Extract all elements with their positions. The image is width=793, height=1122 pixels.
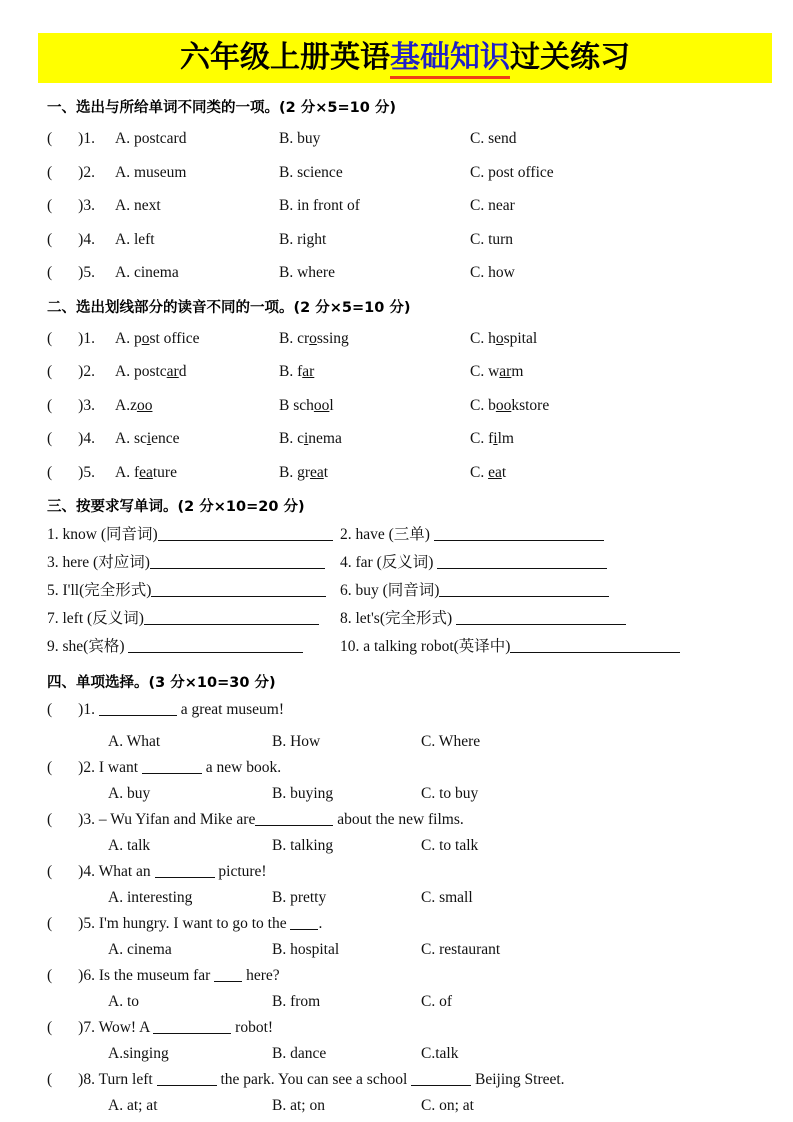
fill-prompt: 2. have (三单) xyxy=(340,526,434,543)
option-c[interactable] xyxy=(470,322,537,356)
option-c[interactable] xyxy=(470,422,514,456)
option-c[interactable] xyxy=(470,355,523,389)
underlined-phoneme: oo xyxy=(136,396,153,414)
option-a[interactable]: A. at; at xyxy=(108,1097,158,1114)
option-a[interactable]: A. to xyxy=(108,993,139,1010)
option-a[interactable] xyxy=(115,355,186,389)
option-text: t xyxy=(323,463,329,481)
question-number: 4. xyxy=(83,863,95,880)
stem-text: – Wu Yifan and Mike are xyxy=(94,811,256,828)
option-b[interactable]: B. in front of xyxy=(279,197,360,214)
option-b[interactable]: B. buy xyxy=(279,130,321,147)
stem-text: about the new films. xyxy=(333,811,464,828)
answer-blank[interactable] xyxy=(155,863,215,878)
fill-row xyxy=(0,633,793,661)
section-heading-1: 一、选出与所给单词不同类的一项。(2 分×5=10 分) xyxy=(47,100,397,116)
answer-blank[interactable] xyxy=(151,582,326,597)
underlined-phoneme: o xyxy=(141,329,150,347)
option-a[interactable] xyxy=(115,389,152,423)
option-b[interactable]: B. dance xyxy=(272,1045,327,1062)
section-heading-2: 二、选出划线部分的读音不同的一项。(2 分×5=10 分) xyxy=(47,299,411,316)
fill-prompt: 6. buy (同音词) xyxy=(340,582,440,599)
option-c[interactable]: C. to buy xyxy=(421,785,479,802)
answer-blank[interactable] xyxy=(142,759,202,774)
option-a[interactable]: A.singing xyxy=(108,1045,169,1062)
stem-text: robot! xyxy=(231,1019,274,1036)
option-text: B sch xyxy=(279,396,314,414)
option-c[interactable]: C. on; at xyxy=(421,1097,474,1114)
question-number: 2. xyxy=(83,363,95,380)
option-text: A.z xyxy=(115,396,137,414)
option-b[interactable]: B. buying xyxy=(272,785,334,802)
fill-prompt: 9. she(宾格) xyxy=(47,638,129,655)
title-banner xyxy=(38,33,772,83)
fill-prompt: 5. I'll(完全形式) xyxy=(47,582,152,599)
question-stem xyxy=(0,755,793,781)
answer-parenthesis[interactable]: ( )6. Is the museum far here? xyxy=(47,967,280,984)
stem-text: here? xyxy=(242,967,280,984)
section-heading-3: 三、按要求写单词。(2 分×10=20 分) xyxy=(47,499,305,515)
question-stem xyxy=(0,807,793,833)
answer-parenthesis[interactable]: ( )4. xyxy=(47,230,95,248)
option-a[interactable]: A. buy xyxy=(108,785,151,802)
option-b[interactable] xyxy=(279,422,342,456)
option-text: A. p xyxy=(115,329,142,347)
option-a[interactable]: A. next xyxy=(115,197,161,214)
option-a[interactable]: A. left xyxy=(115,230,155,248)
answer-parenthesis[interactable]: ( )5. xyxy=(47,463,95,481)
option-a[interactable]: A. talk xyxy=(108,837,151,854)
option-text: m xyxy=(511,363,524,380)
fill-prompt: 7. left (反义词) xyxy=(47,610,144,627)
option-text: d xyxy=(178,363,187,380)
answer-blank[interactable] xyxy=(144,610,319,625)
underlined-phoneme: ea xyxy=(310,463,324,481)
fill-right-item xyxy=(340,577,609,605)
fill-prompt: 8. let's(完全形式) xyxy=(340,610,457,627)
question-number: 1. xyxy=(83,130,95,147)
option-text: B. cr xyxy=(279,329,310,347)
option-text: ence xyxy=(151,430,180,447)
option-c[interactable] xyxy=(470,456,506,490)
option-b[interactable]: B. pretty xyxy=(272,889,327,906)
option-c[interactable]: C. restaurant xyxy=(421,941,501,958)
answer-blank[interactable] xyxy=(411,1071,471,1086)
option-row xyxy=(0,1093,793,1119)
answer-blank[interactable] xyxy=(158,526,333,541)
fill-prompt: 3. here (对应词) xyxy=(47,554,150,571)
answer-blank[interactable] xyxy=(214,967,242,982)
question-number: 3. xyxy=(83,396,95,414)
fill-right-item xyxy=(340,521,604,549)
option-text: ssing xyxy=(316,329,349,347)
option-c[interactable]: C. to talk xyxy=(421,837,479,854)
option-c[interactable]: C. post office xyxy=(470,163,554,181)
option-text: C. w xyxy=(470,363,500,380)
stem-text: Beijing Street. xyxy=(471,1071,565,1088)
answer-parenthesis[interactable]: ( )3. xyxy=(47,197,95,214)
answer-parenthesis[interactable]: ( )7. Wow! A robot! xyxy=(47,1019,274,1036)
question-row xyxy=(0,223,793,257)
question-stem xyxy=(0,697,793,723)
option-text: t xyxy=(501,463,507,481)
question-number: 5. xyxy=(83,463,95,481)
underlined-phoneme: oo xyxy=(313,396,330,414)
stem-text: Turn left xyxy=(94,1071,157,1088)
answer-parenthesis[interactable]: ( )4. What an picture! xyxy=(47,863,267,880)
question-number: 2. xyxy=(83,759,95,776)
option-text: st office xyxy=(149,329,200,347)
underlined-phoneme: i xyxy=(493,430,498,447)
fill-left-item xyxy=(47,605,319,633)
underlined-phoneme: ar xyxy=(499,363,512,380)
option-a[interactable] xyxy=(115,422,180,456)
title-segment-black-2: 过关练习 xyxy=(510,40,630,75)
option-text: ture xyxy=(152,463,177,481)
option-c[interactable]: C. Where xyxy=(421,733,481,750)
question-number: 8. xyxy=(83,1071,95,1088)
answer-blank[interactable] xyxy=(150,554,325,569)
option-c[interactable]: C.talk xyxy=(421,1045,459,1062)
option-c[interactable] xyxy=(470,389,549,423)
option-text: B. c xyxy=(279,430,304,447)
answer-parenthesis[interactable]: ( )5. xyxy=(47,264,95,281)
option-b[interactable]: B. at; on xyxy=(272,1097,325,1114)
option-b[interactable]: B. right xyxy=(279,230,327,248)
question-number: 4. xyxy=(83,430,95,447)
fill-left-item xyxy=(47,549,325,577)
option-text: nema xyxy=(308,430,342,447)
option-text: l xyxy=(329,396,334,414)
answer-blank[interactable] xyxy=(510,638,680,653)
answer-blank[interactable] xyxy=(290,915,318,930)
fill-row xyxy=(0,521,793,549)
fill-prompt: 4. far (反义词) xyxy=(340,554,438,571)
stem-text: I'm hungry. I want to go to the xyxy=(94,915,291,932)
question-row xyxy=(0,189,793,223)
answer-blank[interactable] xyxy=(153,1019,231,1034)
spacer xyxy=(0,661,793,671)
option-row xyxy=(0,1041,793,1067)
underlined-phoneme: ar xyxy=(302,363,315,380)
worksheet-content xyxy=(0,96,793,1119)
option-text: A. f xyxy=(115,463,140,481)
option-row xyxy=(0,937,793,963)
option-a[interactable]: A. cinema xyxy=(115,264,179,281)
underlined-phoneme: ea xyxy=(488,463,502,481)
answer-blank[interactable] xyxy=(437,554,607,569)
option-b[interactable] xyxy=(279,389,334,423)
option-c[interactable]: C. of xyxy=(421,993,452,1010)
stem-text: a new book. xyxy=(201,759,282,776)
option-b[interactable]: B. science xyxy=(279,163,343,181)
option-text: lm xyxy=(497,430,514,447)
section-heading-4: 四、单项选择。(3 分×10=30 分) xyxy=(47,675,276,691)
answer-parenthesis[interactable]: ( )2. xyxy=(47,163,95,181)
option-a[interactable]: A. postcard xyxy=(115,130,187,147)
answer-parenthesis[interactable]: ( )1. xyxy=(47,130,95,147)
question-row xyxy=(0,122,793,156)
question-row xyxy=(0,456,793,490)
answer-blank[interactable] xyxy=(255,811,333,826)
title-segment-blue: 基础知识 xyxy=(390,40,510,79)
option-text: C. b xyxy=(470,396,496,414)
fill-left-item xyxy=(47,521,333,549)
answer-parenthesis[interactable]: ( )3. – Wu Yifan and Mike are about the new films. xyxy=(47,811,464,828)
answer-parenthesis[interactable]: ( )4. xyxy=(47,430,95,447)
answer-blank[interactable] xyxy=(456,610,626,625)
fill-left-item xyxy=(47,577,326,605)
fill-prompt: 10. a talking robot(英译中) xyxy=(340,638,511,655)
question-row xyxy=(0,355,793,389)
question-stem xyxy=(0,1015,793,1041)
option-text: kstore xyxy=(511,396,550,414)
answer-blank[interactable] xyxy=(99,701,177,716)
answer-parenthesis[interactable]: ( )3. xyxy=(47,396,95,414)
question-row xyxy=(0,156,793,190)
option-row xyxy=(0,781,793,807)
question-number: 6. xyxy=(83,967,95,984)
question-number: 4. xyxy=(83,230,95,248)
fill-row xyxy=(0,577,793,605)
option-row xyxy=(0,833,793,859)
stem-text: Is the museum far xyxy=(94,967,215,984)
fill-right-item xyxy=(340,633,680,661)
question-row xyxy=(0,256,793,290)
title-segment-black-1: 六年级上册英语 xyxy=(180,40,390,75)
answer-blank[interactable] xyxy=(128,638,303,653)
question-number: 2. xyxy=(83,163,95,181)
option-b[interactable] xyxy=(279,322,349,356)
option-b[interactable] xyxy=(279,355,314,389)
fill-right-item xyxy=(340,605,626,633)
option-c[interactable]: C. how xyxy=(470,264,515,281)
question-number: 3. xyxy=(83,197,95,214)
question-number: 5. xyxy=(83,915,95,932)
page-title xyxy=(180,40,630,75)
question-number: 3. xyxy=(83,811,95,828)
question-row xyxy=(0,322,793,356)
question-number: 1. xyxy=(83,329,95,347)
option-row xyxy=(0,989,793,1015)
option-b[interactable]: B. talking xyxy=(272,837,334,854)
fill-right-item xyxy=(340,549,607,577)
option-a[interactable] xyxy=(115,322,200,356)
option-text: B. gr xyxy=(279,463,310,481)
option-a[interactable]: A. interesting xyxy=(108,889,193,906)
fill-left-item xyxy=(47,633,303,661)
underlined-phoneme: o xyxy=(309,329,317,347)
option-c[interactable]: C. small xyxy=(421,889,473,906)
stem-text: I want xyxy=(94,759,142,776)
option-text: C. h xyxy=(470,329,496,347)
option-a[interactable]: A. What xyxy=(108,733,161,750)
option-a[interactable] xyxy=(115,456,177,490)
option-b[interactable]: B. hospital xyxy=(272,941,340,958)
option-b[interactable] xyxy=(279,456,328,490)
answer-parenthesis[interactable]: ( )1. xyxy=(47,329,95,347)
option-text: C. xyxy=(470,463,489,481)
underlined-phoneme: i xyxy=(146,430,152,447)
stem-text: What an xyxy=(94,863,155,880)
option-a[interactable]: A. museum xyxy=(115,163,187,181)
answer-blank[interactable] xyxy=(439,582,609,597)
answer-parenthesis[interactable]: ( )2. xyxy=(47,363,95,380)
question-stem xyxy=(0,859,793,885)
option-b[interactable]: B. from xyxy=(272,993,321,1010)
option-c[interactable]: C. send xyxy=(470,130,517,147)
stem-text: . xyxy=(318,915,323,932)
option-b[interactable]: B. where xyxy=(279,264,335,281)
question-number: 1. xyxy=(83,701,95,718)
option-text: A. sc xyxy=(115,430,147,447)
answer-blank[interactable] xyxy=(157,1071,217,1086)
option-text: C. f xyxy=(470,430,494,447)
option-row xyxy=(0,885,793,911)
option-text: A. postc xyxy=(115,363,167,380)
question-row xyxy=(0,389,793,423)
stem-text: a great museum! xyxy=(176,701,285,718)
fill-prompt: 1. know (同音词) xyxy=(47,526,158,543)
underlined-phoneme: o xyxy=(495,329,504,347)
underlined-phoneme: ar xyxy=(166,363,179,380)
answer-parenthesis[interactable]: ( )8. Turn left the park. You can see a school Beijing Street. xyxy=(47,1071,565,1088)
answer-parenthesis[interactable]: ( )2. I want a new book. xyxy=(47,759,282,776)
question-number: 5. xyxy=(83,264,95,281)
question-stem xyxy=(0,911,793,937)
stem-text: the park. You can see a school xyxy=(216,1071,412,1088)
stem-text: Wow! A xyxy=(94,1019,154,1036)
question-stem xyxy=(0,963,793,989)
fill-row xyxy=(0,605,793,633)
option-c[interactable]: C. near xyxy=(470,197,515,214)
question-stem xyxy=(0,1067,793,1093)
question-row xyxy=(0,422,793,456)
stem-text: picture! xyxy=(214,863,267,880)
option-b[interactable]: B. How xyxy=(272,733,321,750)
option-text: spital xyxy=(503,329,538,347)
answer-blank[interactable] xyxy=(434,526,604,541)
answer-parenthesis[interactable]: ( )5. I'm hungry. I want to go to the . xyxy=(47,915,323,932)
option-text: B. f xyxy=(279,363,303,380)
question-number: 7. xyxy=(83,1019,95,1036)
underlined-phoneme: oo xyxy=(495,396,512,414)
option-c[interactable]: C. turn xyxy=(470,230,514,248)
underlined-phoneme: ea xyxy=(139,463,153,481)
option-row xyxy=(0,729,793,755)
fill-row xyxy=(0,549,793,577)
option-a[interactable]: A. cinema xyxy=(108,941,172,958)
underlined-phoneme: i xyxy=(303,430,309,447)
answer-parenthesis[interactable]: ( )1. a great museum! xyxy=(47,701,285,718)
